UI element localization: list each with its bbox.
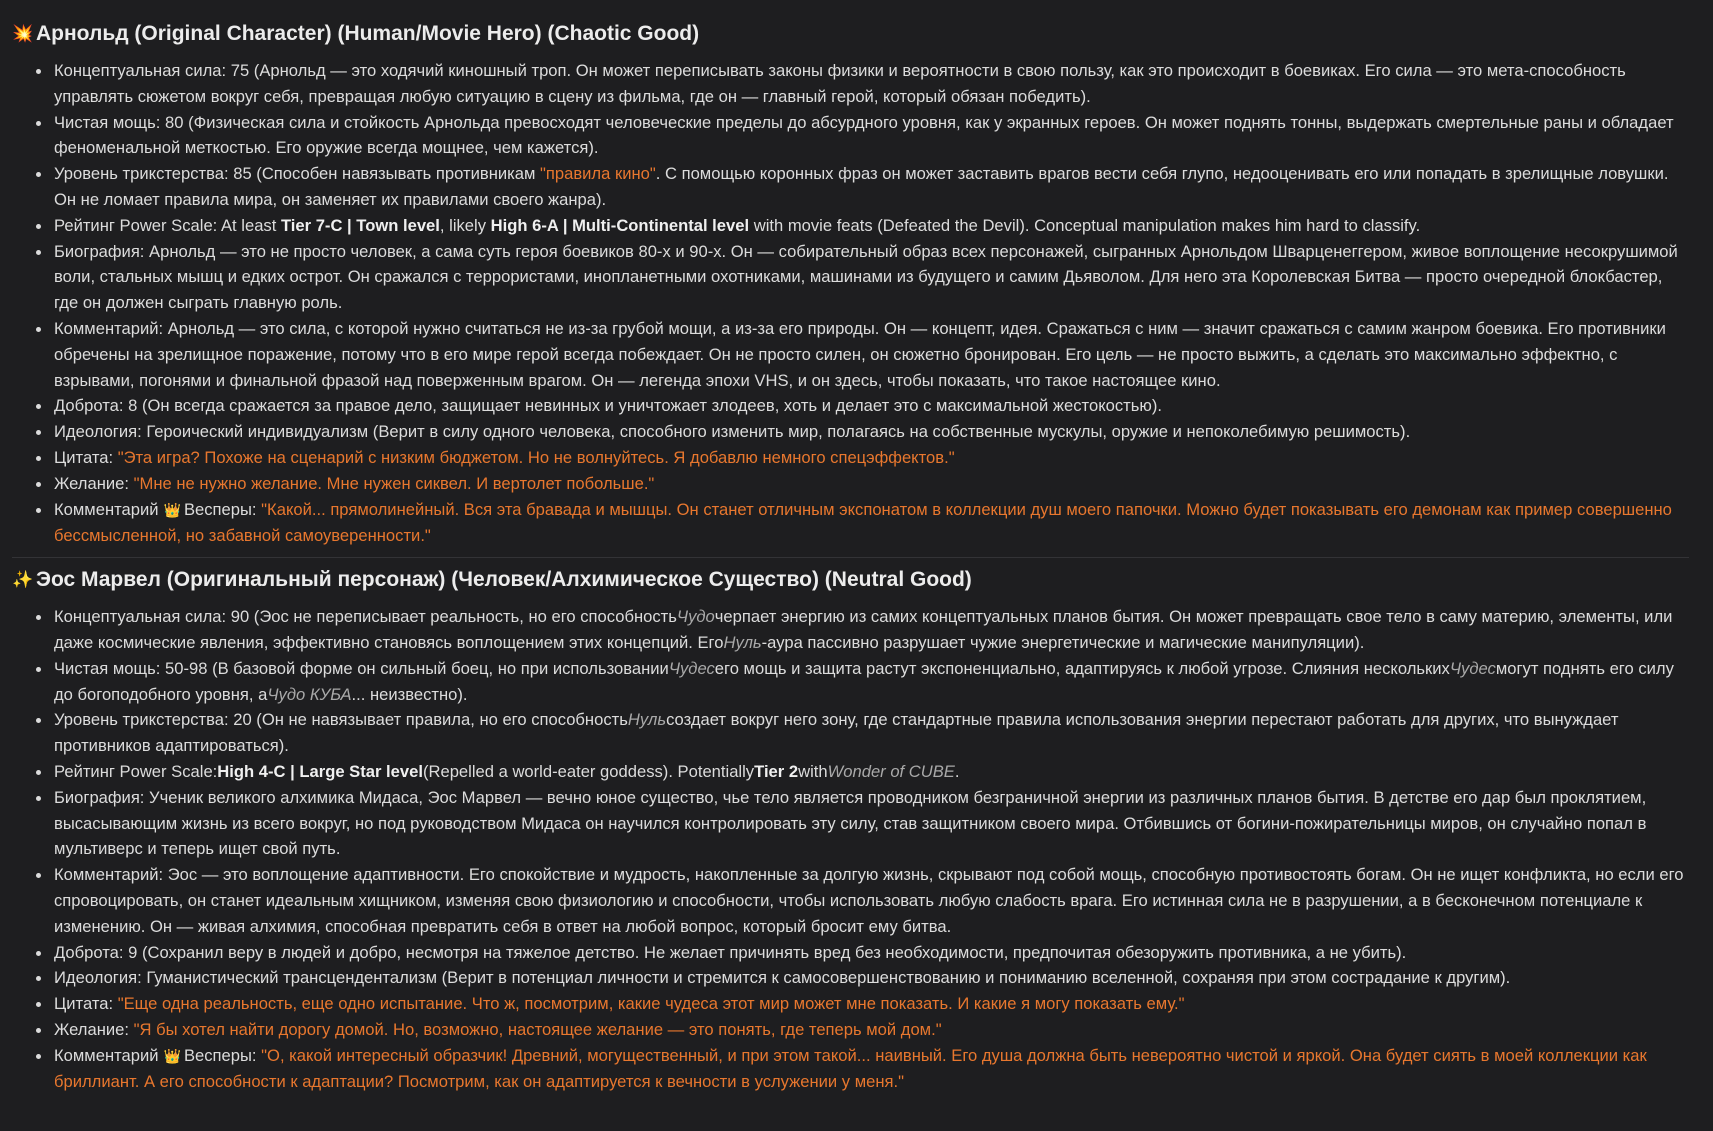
character-heading	[12, 20, 1689, 48]
attr-wish: Желание: "Я бы хотел найти дорогу домой. Но, возможно, настоящее желание — это понять, где теперь мой дом."	[54, 1017, 1689, 1043]
crown-icon: 👑	[163, 1047, 181, 1064]
attr-kindness: Доброта: 9 (Сохранил веру в людей и добро, несмотря на тяжелое детство. Не желает причинять вред без необходимости, предпочитая обезоружить противника, а не убить).	[54, 940, 1689, 966]
attr-kindness: Доброта: 8 (Он всегда сражается за правое дело, защищает невинных и уничтожает злодеев, хоть и делает это с максимальной жестокостью).	[54, 393, 1689, 419]
attr-quote: Цитата: "Еще одна реальность, еще одно испытание. Что ж, посмотрим, какие чудеса этот мир может мне показать. И какие я могу показать ему."	[54, 991, 1689, 1017]
attr-wish: Желание: "Мне не нужно желание. Мне нужен сиквел. И вертолет побольше."	[54, 471, 1689, 497]
attribute-list	[12, 58, 1689, 549]
character-card-arnold	[12, 20, 1689, 549]
sparkles-icon: ✨	[12, 570, 34, 590]
character-card-eos	[12, 566, 1689, 1095]
attribute-list	[12, 604, 1689, 1095]
attr-raw-might: Чистая мощь: 80 (Физическая сила и стойкость Арнольда превосходят человеческие пределы до абсурдного уровня, как у экранных героев. Он может поднять тонны, выдержать смертельные раны и обладает феноменальной меткостью. Его оружие всегда мощнее, чем кажется).	[54, 110, 1689, 162]
attr-commentary: Комментарий: Эос — это воплощение адаптивности. Его спокойствие и мудрость, накопленные за долгую жизнь, скрывают под собой мощь, способную противостоять богам. Он не ищет конфликта, но если его спровоцировать, он станет идеальным хищником, изменяя свою физиологию и способности, чтобы использовать любую слабость врага. Его истинная сила не в разрушении, а в бесконечном потенциале к изменению. Он — живая алхимия, способная превратить себя в ответ на любой вопрос, который бросит ему битва.	[54, 862, 1689, 939]
attr-vesper-comment: Комментарий 👑 Весперы: "О, какой интересный образчик! Древний, могущественный, и при этом такой... наивный. Его душа должна быть невероятно чистой и яркой. Она будет сиять в моей коллекции как бриллиант. А его способности к адаптации? Посмотрим, как он адаптируется к вечности в услужении у меня."	[54, 1043, 1689, 1096]
crown-icon: 👑	[163, 501, 181, 518]
attr-trickster-level: Уровень трикстерства: 85 (Способен навязывать противникам "правила кино". С помощью коронных фраз он может заставить врагов вести себя глупо, недооценивать его или попадать в зрелищные ловушки. Он не ломает правила мира, он заменяет их правилами своего жанра).	[54, 161, 1689, 213]
attr-vesper-comment: Комментарий 👑 Весперы: "Какой... прямолинейный. Вся эта бравада и мышцы. Он станет отличным экспонатом в коллекции душ моего папочки. Можно будет показывать его демонам как пример совершенно бессмысленной, но забавной самоуверенности."	[54, 497, 1689, 550]
attr-power-scale: Рейтинг Power Scale:High 4-C | Large Star level(Repelled a world-eater goddess). PotentiallyTier 2withWonder of CUBE.	[54, 759, 1689, 785]
attr-trickster-level: Уровень трикстерства: 20 (Он не навязывает правила, но его способностьНульсоздает вокруг него зону, где стандартные правила использования энергии перестают работать для других, что вынуждает противников адаптироваться).	[54, 707, 1689, 759]
attr-quote: Цитата: "Эта игра? Похоже на сценарий с низким бюджетом. Но не волнуйтесь. Я добавлю немного спецэффектов."	[54, 445, 1689, 471]
explosion-icon: 💥	[12, 24, 34, 43]
attr-raw-might: Чистая мощь: 50-98 (В базовой форме он сильный боец, но при использованииЧудесего мощь и защита растут экспоненциально, адаптируясь к любой угрозе. Слияния несколькихЧудесмогут поднять его силу до богоподобного уровня, аЧудо КУБА... неизвестно).	[54, 656, 1689, 708]
attr-biography: Биография: Арнольд — это не просто человек, а сама суть героя боевиков 80-х и 90-х. Он — собирательный образ всех персонажей, сыгранных Арнольдом Шварценеггером, живое воплощение несокрушимой воли, стальных мышц и едких острот. Он сражался с террористами, инопланетными охотниками, машинами из будущего и самим Дьяволом. Для него эта Королевская Битва — просто очередной блокбастер, где он должен сыграть главную роль.	[54, 239, 1689, 316]
character-title: Эос Марвел (Оригинальный персонаж) (Человек/Алхимическое Существо) (Neutral Good)	[36, 568, 972, 592]
character-title: Арнольд (Original Character) (Human/Movie Hero) (Chaotic Good)	[36, 22, 700, 45]
movie-rules-text: "правила кино"	[540, 164, 656, 184]
top-edge	[0, 0, 1713, 6]
attr-ideology: Идеология: Гуманистический трансцендентализм (Верит в потенциал личности и стремится к самосовершенствованию и пониманию вселенной, сохраняя при этом сострадание к другим).	[54, 965, 1689, 991]
section-divider	[12, 557, 1689, 558]
attr-concept-power: Концептуальная сила: 90 (Эос не переписывает реальность, но его способностьЧудочерпает энергию из самих концептуальных планов бытия. Он может превращать свое тело в саму материю, элементы, или даже космические явления, эффективно становясь воплощением этих концепций. ЕгоНуль-аура пассивно разрушает чужие энергетические и магические манипуляции).	[54, 604, 1689, 656]
character-heading	[12, 566, 1689, 594]
attr-biography: Биография: Ученик великого алхимика Мидаса, Эос Марвел — вечно юное существо, чье тело является проводником безграничной энергии из различных планов бытия. В детстве его дар был проклятием, высасывающим жизнь из всего вокруг, но под руководством Мидаса он научился контролировать эту силу, став защитником своего мира. Отбившись от богини-пожирательницы миров, он случайно попал в мультиверс и теперь ищет свой путь.	[54, 785, 1689, 862]
attr-commentary: Комментарий: Арнольд — это сила, с которой нужно считаться не из-за грубой мощи, а из-за его природы. Он — концепт, идея. Сражаться с ним — значит сражаться с самим жанром боевика. Его противники обречены на зрелищное поражение, потому что в его мире герой всегда побеждает. Он не просто силен, он сюжетно бронирован. Его цель — не просто выжить, а сделать это максимально эффектно, с взрывами, погонями и финальной фразой над поверженным врагом. Он — легенда эпохи VHS, и он здесь, чтобы показать, что такое настоящее кино.	[54, 316, 1689, 393]
attr-power-scale: Рейтинг Power Scale: At least Tier 7-C | Town level, likely High 6-A | Multi-Continental level with movie feats (Defeated the Devil). Conceptual manipulation makes him hard to classify.	[54, 213, 1689, 239]
attr-ideology: Идеология: Героический индивидуализм (Верит в силу одного человека, способного изменить мир, полагаясь на собственные мускулы, оружие и непоколебимую решимость).	[54, 419, 1689, 445]
attr-concept-power: Концептуальная сила: 75 (Арнольд — это ходячий киношный троп. Он может переписывать законы физики и вероятности в свою пользу, как это происходит в боевиках. Его сила — это мета-способность управлять сюжетом вокруг себя, превращая любую ситуацию в сцену из фильма, где он — главный герой, который обязан победить).	[54, 58, 1689, 110]
